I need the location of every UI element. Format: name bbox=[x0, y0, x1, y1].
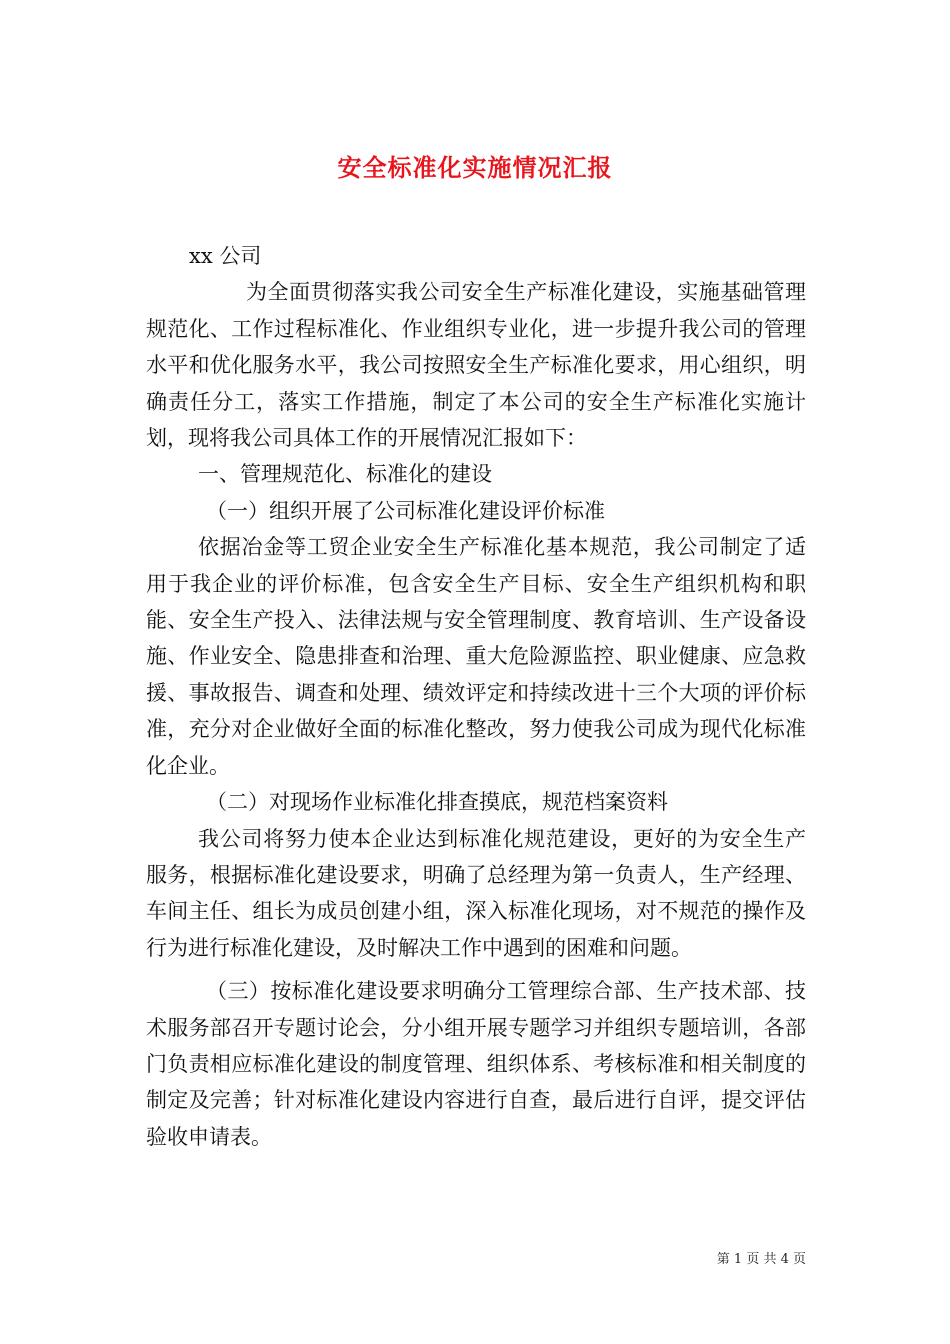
section-heading-1: 一、管理规范化、标准化的建设 bbox=[198, 462, 492, 487]
subsection-heading-2: （二）对现场作业标准化排查摸底，规范档案资料 bbox=[206, 790, 668, 815]
page-number-footer: 第 1 页 共 4 页 bbox=[716, 1252, 806, 1267]
subsection-body-2: 我公司将努力使本企业达到标准化规范建设，更好的为安全生产服务，根据标准化建设要求，明确了总经理为第一负责人，生产经理、车间主任、组长为成员创建小组，深入标准化现场，对不规范的操作及行为进行标准化建设，及时解决工作中遇到的困难和问题。 bbox=[146, 826, 806, 960]
intro-paragraph: 为全面贯彻落实我公司安全生产标准化建设，实施基础管理规范化、工作过程标准化、作业组织专业化，进一步提升我公司的管理水平和优化服务水平，我公司按照安全生产标准化要求，用心组织，明确责任分工，落实工作措施，制定了本公司的安全生产标准化实施计划，现将我公司具体工作的开展情况汇报如下： bbox=[146, 280, 806, 451]
subsection-heading-1: （一）组织开展了公司标准化建设评价标准 bbox=[206, 498, 605, 523]
subsection-body-3: （三）按标准化建设要求明确分工管理综合部、生产技术部、技术服务部召开专题讨论会，分小组开展专题学习并组织专题培训，各部门负责相应标准化建设的制度管理、组织体系、考核标准和相关制度的制定及完善；针对标准化建设内容进行自查，最后进行自评，提交评估验收申请表。 bbox=[146, 979, 806, 1149]
subsection-body-1: 依据冶金等工贸企业安全生产标准化基本规范，我公司制定了适用于我企业的评价标准，包含安全生产目标、安全生产组织机构和职能、安全生产投入、法律法规与安全管理制度、教育培训、生产设备设施、作业安全、隐患排查和治理、重大危险源监控、职业健康、应急救援、事故报告、调查和处理、绩效评定和持续改进十三个大项的评价标准，充分对企业做好全面的标准化整改，努力使我公司成为现代化标准化企业。 bbox=[146, 535, 806, 778]
company-name: xx 公司 bbox=[189, 244, 262, 268]
document-body bbox=[146, 238, 806, 1155]
document-title: 安全标准化实施情况汇报 bbox=[337, 153, 613, 183]
